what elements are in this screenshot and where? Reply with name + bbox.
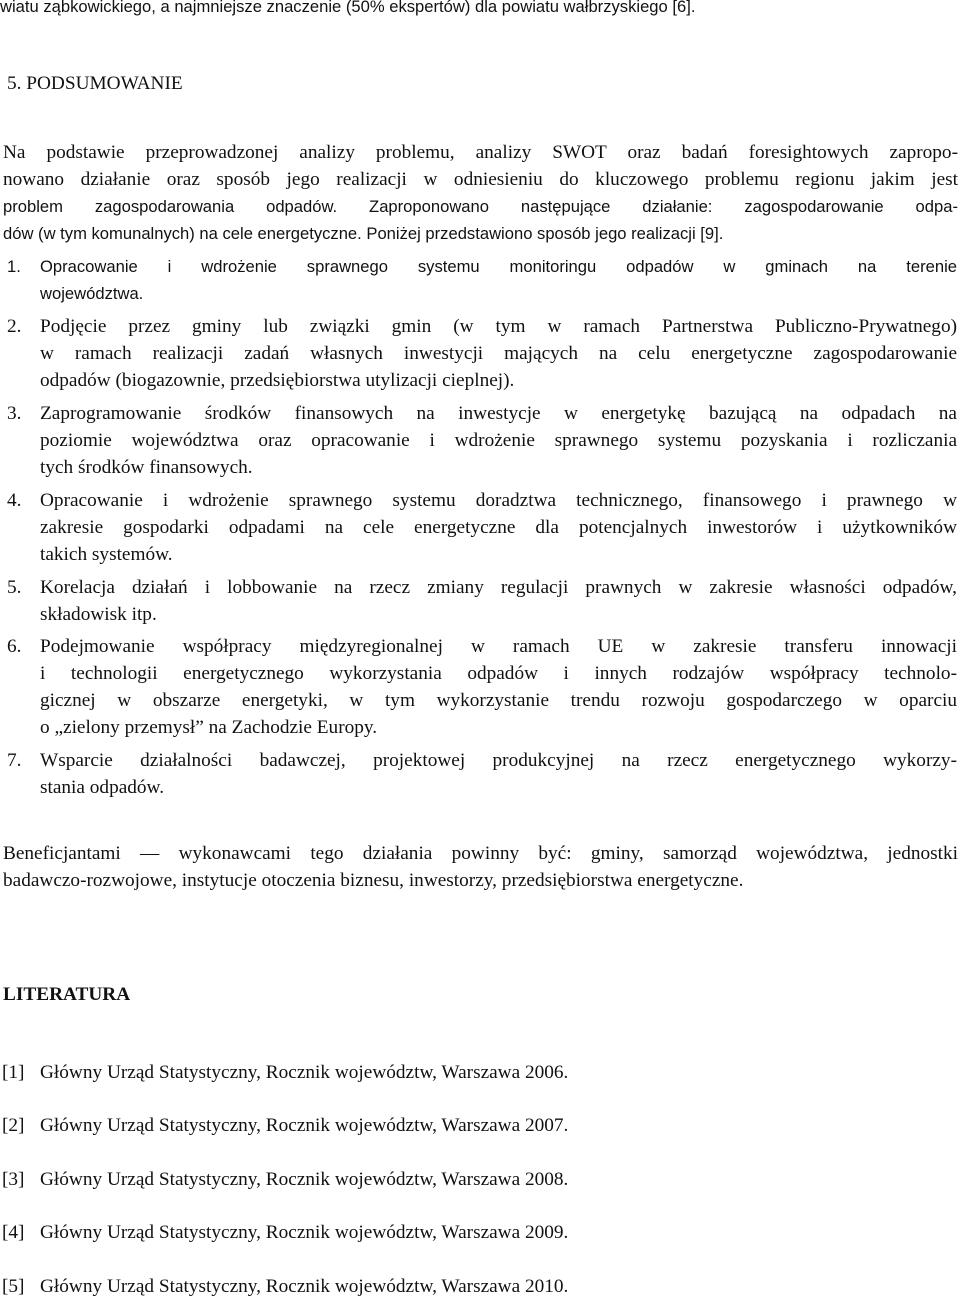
reference-item-5 [2, 1273, 568, 1300]
list-item-line: składowisk itp. [40, 604, 157, 625]
list-item-number: 4. [7, 490, 22, 511]
section-heading: 5. PODSUMOWANIE [7, 73, 183, 94]
text-line: wiatu ząbkowickiego, a najmniejsze znaczenie (50% ekspertów) dla powiatu wałbrzyskiego [6]. [0, 0, 696, 16]
list-item-line: w ramach realizacji zadań własnych inwestycji mających na celu energetyczne zagospodarowanie [40, 343, 957, 364]
list-item-number: 7. [7, 750, 22, 771]
list-item-line: poziomie województwa oraz opracowanie i wdrożenie sprawnego systemu pozyskania i rozliczania [40, 430, 957, 451]
reference-text: Główny Urząd Statystyczny, Rocznik województw, Warszawa 2010. [40, 1276, 569, 1297]
list-item-line: odpadów (biogazownie, przedsiębiorstwa utylizacji cieplnej). [40, 370, 515, 391]
intro-line-4: dów (w tym komunalnych) na cele energetyczne. Poniżej przedstawiono sposób jego realizacji [9]. [3, 224, 724, 243]
reference-text: Główny Urząd Statystyczny, Rocznik województw, Warszawa 2009. [40, 1222, 569, 1243]
reference-text: Główny Urząd Statystyczny, Rocznik województw, Warszawa 2007. [40, 1115, 569, 1136]
list-item-line: Wsparcie działalności badawczej, projektowej produkcyjnej na rzecz energetycznego wykorzy- [40, 750, 957, 771]
list-item-number: 2. [7, 316, 22, 337]
reference-item-1 [2, 1059, 568, 1086]
list-item-line: Zaprogramowanie środków finansowych na inwestycje w energetykę bazującą na odpadach na [40, 403, 957, 424]
list-item-line: i technologii energetycznego wykorzystania odpadów i innych rodzajów współpracy technolo- [40, 663, 957, 684]
reference-number: [3] [2, 1169, 25, 1190]
list-item-line: województwa. [40, 284, 144, 303]
list-item-line: gicznej w obszarze energetyki, w tym wykorzystanie trendu rozwoju gospodarczego w oparciu [40, 690, 957, 711]
list-item-number: 1. [7, 257, 21, 276]
list-item-line: tych środków finansowych. [40, 457, 253, 478]
beneficiaries-paragraph [3, 840, 958, 894]
reference-item-2 [2, 1112, 568, 1139]
top-continuation-line [0, 0, 958, 17]
intro-line-3: problem zagospodarowania odpadów. Zaproponowano następujące działanie: zagospodarowanie odpa- [3, 197, 958, 216]
intro-line-2: nowano działanie oraz sposób jego realizacji w odniesieniu do kluczowego problemu regionu jakim jest [3, 169, 958, 190]
list-item-number: 5. [7, 577, 22, 598]
reference-number: [5] [2, 1276, 25, 1297]
list-item-line: Podejmowanie współpracy międzyregionalnej w ramach UE w zakresie transferu innowacji [40, 636, 957, 657]
intro-paragraph-continued [3, 193, 958, 247]
intro-line-1: Na podstawie przeprowadzonej analizy problemu, analizy SWOT oraz badań foresightowych zapropo- [3, 142, 958, 163]
reference-text: Główny Urząd Statystyczny, Rocznik województw, Warszawa 2006. [40, 1062, 569, 1083]
beneficiaries-line-2: badawczo-rozwojowe, instytucje otoczenia biznesu, inwestorzy, przedsiębiorstwa energetyczne. [3, 870, 744, 891]
list-item-line: Korelacja działań i lobbowanie na rzecz zmiany regulacji prawnych w zakresie własności odpadów, [40, 577, 957, 598]
reference-item-4 [2, 1219, 568, 1246]
list-item-number: 3. [7, 403, 22, 424]
list-item-number: 6. [7, 636, 22, 657]
literature-heading: LITERATURA [3, 984, 131, 1005]
list-item-line: takich systemów. [40, 544, 173, 565]
reference-number: [2] [2, 1115, 25, 1136]
list-item-line: Podjęcie przez gminy lub związki gmin (w tym w ramach Partnerstwa Publiczno-Prywatnego) [40, 316, 957, 337]
reference-number: [1] [2, 1062, 25, 1083]
intro-paragraph [3, 139, 958, 193]
list-item-line: Opracowanie i wdrożenie sprawnego systemu doradztwa technicznego, finansowego i prawnego w [40, 490, 957, 511]
list-item-line: Opracowanie i wdrożenie sprawnego systemu monitoringu odpadów w gminach na terenie [40, 257, 957, 276]
reference-item-3 [2, 1166, 568, 1193]
list-item-line: zakresie gospodarki odpadami na cele energetyczne dla potencjalnych inwestorów i użytkowników [40, 517, 957, 538]
reference-number: [4] [2, 1222, 25, 1243]
list-item-line: o „zielony przemysł” na Zachodzie Europy. [40, 717, 378, 738]
beneficiaries-line-1: Beneficjantami — wykonawcami tego działania powinny być: gminy, samorząd województwa, jednostki [3, 843, 958, 864]
list-item-line: stania odpadów. [40, 777, 165, 798]
reference-text: Główny Urząd Statystyczny, Rocznik województw, Warszawa 2008. [40, 1169, 569, 1190]
